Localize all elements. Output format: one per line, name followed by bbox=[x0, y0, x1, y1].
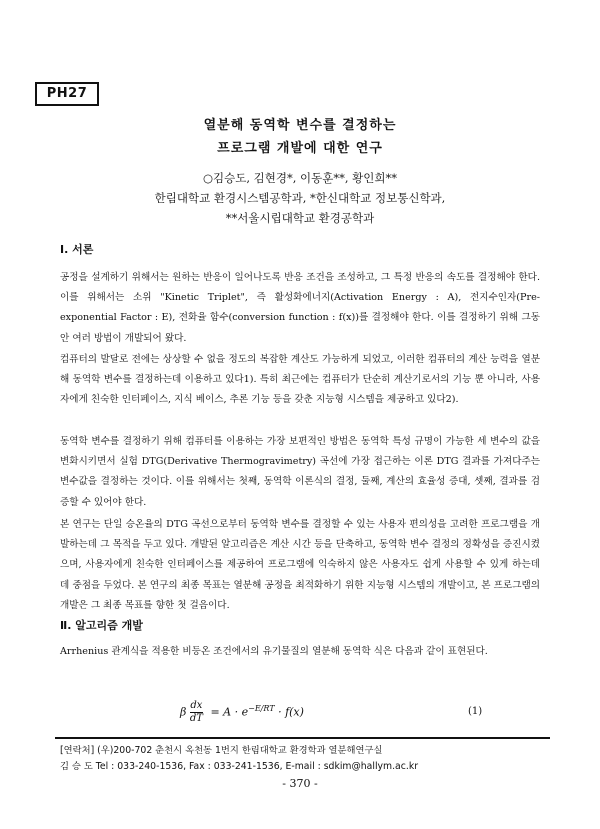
paper-code-badge: PH27 bbox=[35, 82, 99, 106]
equation-denominator: dT bbox=[189, 713, 203, 724]
equation-tail: · f(x) bbox=[278, 705, 304, 719]
paper-title-line1: 열분해 동역학 변수를 결정하는 bbox=[203, 118, 397, 133]
section-heading-algorithm: Ⅱ. 알고리즘 개발 bbox=[60, 619, 143, 632]
equation-exponent: −E/RT bbox=[248, 703, 275, 713]
equation-rhs: = A · e bbox=[210, 705, 249, 719]
algorithm-paragraph-1: Arrhenius 관계식을 적용한 비등온 조건에서의 유기물질의 열분해 동역학 식은 다음과 같이 표현된다. bbox=[60, 646, 488, 657]
affiliation-line2: **서울시립대학교 환경공학과 bbox=[225, 211, 375, 225]
equation-beta: β bbox=[180, 705, 187, 719]
author-list: ○김승도, 김현경*, 이동훈**, 황인희** bbox=[202, 171, 398, 185]
section-heading-intro: Ⅰ. 서론 bbox=[60, 243, 94, 256]
footer-divider bbox=[55, 737, 550, 739]
intro-paragraph-1: 공정을 설계하기 위해서는 원하는 반응이 일어나도록 반응 조건을 조성하고, 그 특정 반응의 속도를 결정해야 한다. 이를 위해서는 소위 "Kinetic Triplet", 즉 활성화에너지(Activation Energy : A), 전지수인자(Pre-exponential Factor : E), 전화율 함수(conversion function : f(x))를 결정해야 한다. 이를 결정하기 위해 그동안 여러 방법이 개발되어 왔다. bbox=[60, 272, 540, 344]
intro-paragraph-3: 동역학 변수를 결정하기 위해 컴퓨터를 이용하는 가장 보편적인 방법은 동역학 특성 규명이 가능한 세 변수의 값을 변화시키면서 실험 DTG(Derivative Thermogravimetry) 곡선에 가장 접근하는 이론 DTG 결과를 가져다주는 변수값을 결정하는 것이다. 이를 위해서는 첫째, 동역학 이론식의 결정, 둘째, 계산의 효율성 증대, 셋째, 결과를 검증할 수 있어야 한다. bbox=[60, 436, 541, 508]
contact-line-1: [연락처] (우)200-702 춘천시 옥천동 1번지 한림대학교 환경학과 열분해연구실 bbox=[60, 745, 383, 756]
equation-number: (1) bbox=[468, 706, 483, 717]
affiliation-line1: 한림대학교 환경시스템공학과, *한신대학교 정보통신학과, bbox=[154, 191, 446, 205]
paper-title-line2: 프로그램 개발에 대한 연구 bbox=[217, 141, 383, 156]
contact-line-2: 김 승 도 Tel : 033-240-1536, Fax : 033-241-1536, E-mail : sdkim@hallym.ac.kr bbox=[60, 761, 419, 772]
page-number: - 370 - bbox=[282, 777, 318, 790]
intro-paragraph-4: 본 연구는 단일 승온율의 DTG 곡선으로부터 동역학 변수를 결정할 수 있는 사용자 편의성을 고려한 프로그램을 개발하는데 그 목적을 두고 있다. 개발된 알고리즘은 계산 시간 등을 단축하고, 동역학 변수 결정의 정확성을 증진시켰으며, 사용자에게 친숙한 인터페이스를 제공하여 프로그램에 익숙하지 않은 사용자도 쉽게 사용할 수 있게 하는데 데 중점을 두었다. 본 연구의 최종 목표는 열분해 공정을 최적화하기 위한 지능형 시스템의 개발이고, 본 프로그램의 개발은 그 최종 목표를 향한 첫 걸음이다. bbox=[60, 519, 540, 611]
equation-numerator: dx bbox=[190, 700, 203, 711]
intro-paragraph-2: 컴퓨터의 발달로 전에는 상상할 수 없을 정도의 복잡한 계산도 가능하게 되었고, 이러한 컴퓨터의 계산 능력을 열분해 동역학 변수를 결정하는데 이용하고 있다1). 특히 최근에는 컴퓨터가 단순히 계산기로서의 기능 뿐 아니라, 사용자에게 친숙한 인터페이스, 지식 베이스, 추론 기능 등을 갖춘 지능형 시스템을 제공하고 있다2). bbox=[60, 354, 540, 406]
equation-fraction bbox=[190, 700, 203, 725]
kinetic-equation bbox=[180, 700, 304, 725]
